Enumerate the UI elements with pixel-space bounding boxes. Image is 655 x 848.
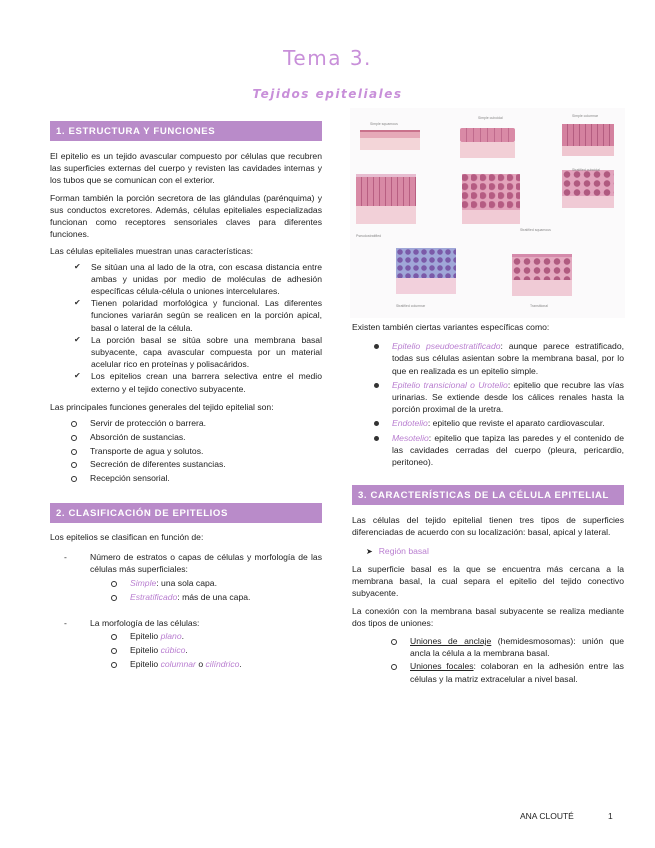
list-item: Epitelio plano. xyxy=(108,630,322,644)
list-item: ✔ La porción basal se sitúa sobre una membrana basal subyacente, capa avascular compuesta por un material acelular rico en proteínas y polisacáridos. xyxy=(74,334,322,371)
region-basal-subheading: ➤ Región basal xyxy=(366,545,429,556)
layers-list xyxy=(108,577,322,605)
epithelium-types-figure xyxy=(350,108,625,318)
functions-list xyxy=(68,417,322,486)
unions-list xyxy=(388,635,624,685)
figure-label: Transitional xyxy=(530,304,548,308)
figure-label: Stratified columnar xyxy=(396,304,426,308)
page-number: 1 xyxy=(608,811,613,821)
figure-label: Simple cuboidal xyxy=(478,116,503,120)
list-item: Transporte de agua y solutos. xyxy=(68,445,322,459)
list-item: ✔ Tienen polaridad morfológica y funcional. Las diferentes funciones variarán según se realicen en la porción apical, basal o lateral de la célula. xyxy=(74,297,322,334)
paragraph: Las principales funciones generales del tejido epitelial son: xyxy=(50,401,274,412)
section-3-heading: 3. CARACTERÍSTICAS DE LA CÉLULA EPITELIAL xyxy=(352,485,624,505)
list-item: Mesotelio: epitelio que tapiza las paredes y el contenido de las cavidades cerradas del cuerpo (pleura, pericardio, peritoneo). xyxy=(370,432,624,469)
list-item: Servir de protección o barrera. xyxy=(68,417,322,431)
list-item: Recepción sensorial. xyxy=(68,472,322,486)
figure-label: Pseudostratified xyxy=(356,234,382,238)
paragraph: Las células epiteliales muestran unas características: xyxy=(50,246,254,257)
list-item: Epitelio columnar o cilíndrico. xyxy=(108,658,322,672)
list-item: Uniones focales: colaboran en la adhesión entre las células y la matriz extracelular a nivel basal. xyxy=(388,660,624,684)
criterion-text: Número de estratos o capas de células y morfología de las células más superficiales: xyxy=(90,552,322,575)
list-item: ✔ Se sitúan una al lado de la otra, con escasa distancia entre ambas y unidas por medio de moléculas de adhesión específicas célula-célula o uniones intercelulares. xyxy=(74,261,322,298)
list-item: Epitelio transicional o Urotelio: epitelio que recubre las vías urinarias. Se extiende desde los cálices renales hasta la porción proximal de la uretra. xyxy=(370,379,624,416)
page-subtitle: Tejidos epiteliales xyxy=(252,87,403,101)
simple-cuboidal-illustration xyxy=(460,122,515,160)
list-item: ✔ Los epitelios crean una barrera selectiva entre el medio externo y el tejido conectivo subyacente. xyxy=(74,370,322,394)
section-2-heading: 2. CLASIFICACIÓN DE EPITELIOS xyxy=(50,503,322,523)
right-column xyxy=(352,321,624,685)
list-item: Uniones de anclaje (hemidesmosomas): unión que ancla la célula a la membrana basal. xyxy=(388,635,624,659)
paragraph: Forman también la porción secretora de las glándulas (parénquima) y sus conductos excretores. Además, células epiteliales especializadas funcionan como receptores sensoriales claves para diferentes funciones. xyxy=(50,192,322,240)
pseudostratified-illustration xyxy=(356,174,416,228)
criterion-1 xyxy=(50,551,322,605)
criterion-2 xyxy=(50,617,322,671)
list-item: Absorción de sustancias. xyxy=(68,431,322,445)
simple-columnar-illustration xyxy=(562,120,614,156)
stratified-cuboidal-illustration xyxy=(562,170,614,210)
stratified-squamous-illustration xyxy=(462,174,520,232)
variants-list xyxy=(370,340,624,468)
list-item: Estratificado: más de una capa. xyxy=(108,591,322,605)
list-item: Epitelio cúbico. xyxy=(108,644,322,658)
list-item: Secreción de diferentes sustancias. xyxy=(68,458,322,472)
figure-label: Stratified cuboidal xyxy=(572,168,600,172)
paragraph: Las células del tejido epitelial tienen tres tipos de superficies diferenciadas de acuerdo con su localización: basal, apical y lateral. xyxy=(352,515,624,538)
dash-bullet: - xyxy=(64,552,67,563)
list-item: Simple: una sola capa. xyxy=(108,577,322,591)
left-column xyxy=(50,121,322,671)
figure-label: Simple columnar xyxy=(572,114,599,118)
dash-bullet: - xyxy=(64,617,67,628)
transitional-illustration xyxy=(512,254,572,300)
figure-label: Simple squamous xyxy=(370,122,398,126)
paragraph: Existen también ciertas variantes específicas como: xyxy=(352,322,550,332)
page-title: Tema 3. xyxy=(283,46,372,70)
morphology-list xyxy=(108,630,322,671)
paragraph: La conexión con la membrana basal subyacente se realiza mediante dos tipos de uniones: xyxy=(352,605,624,628)
characteristics-list xyxy=(74,261,322,395)
arrow-bullet-icon: ➤ xyxy=(366,546,373,556)
figure-label: Stratified squamous xyxy=(520,228,551,232)
footer-author: ANA CLOUTÉ xyxy=(520,811,574,821)
stratified-columnar-illustration xyxy=(396,248,456,300)
paragraph: Los epitelios se clasifican en función de: xyxy=(50,531,204,542)
paragraph: El epitelio es un tejido avascular compuesto por células que recubren las superficies externas del cuerpo y revisten las cavidades internas y los tubos que se comunican con el exterior. xyxy=(50,151,322,186)
criterion-text: La morfología de las células: xyxy=(90,617,200,628)
paragraph: La superficie basal es la que se encuentra más cercana a la membrana basal, la cual separa el epitelio del tejido conectivo subyacente. xyxy=(352,564,624,599)
list-item: Epitelio pseudoestratificado: aunque parece estratificado, todas sus células asientan sobre la membrana basal, por lo que en realizada es un epitelio simple. xyxy=(370,340,624,377)
section-1-heading: 1. ESTRUCTURA Y FUNCIONES xyxy=(50,121,322,141)
list-item: Endotelio: epitelio que reviste el aparato cardiovascular. xyxy=(370,417,624,429)
